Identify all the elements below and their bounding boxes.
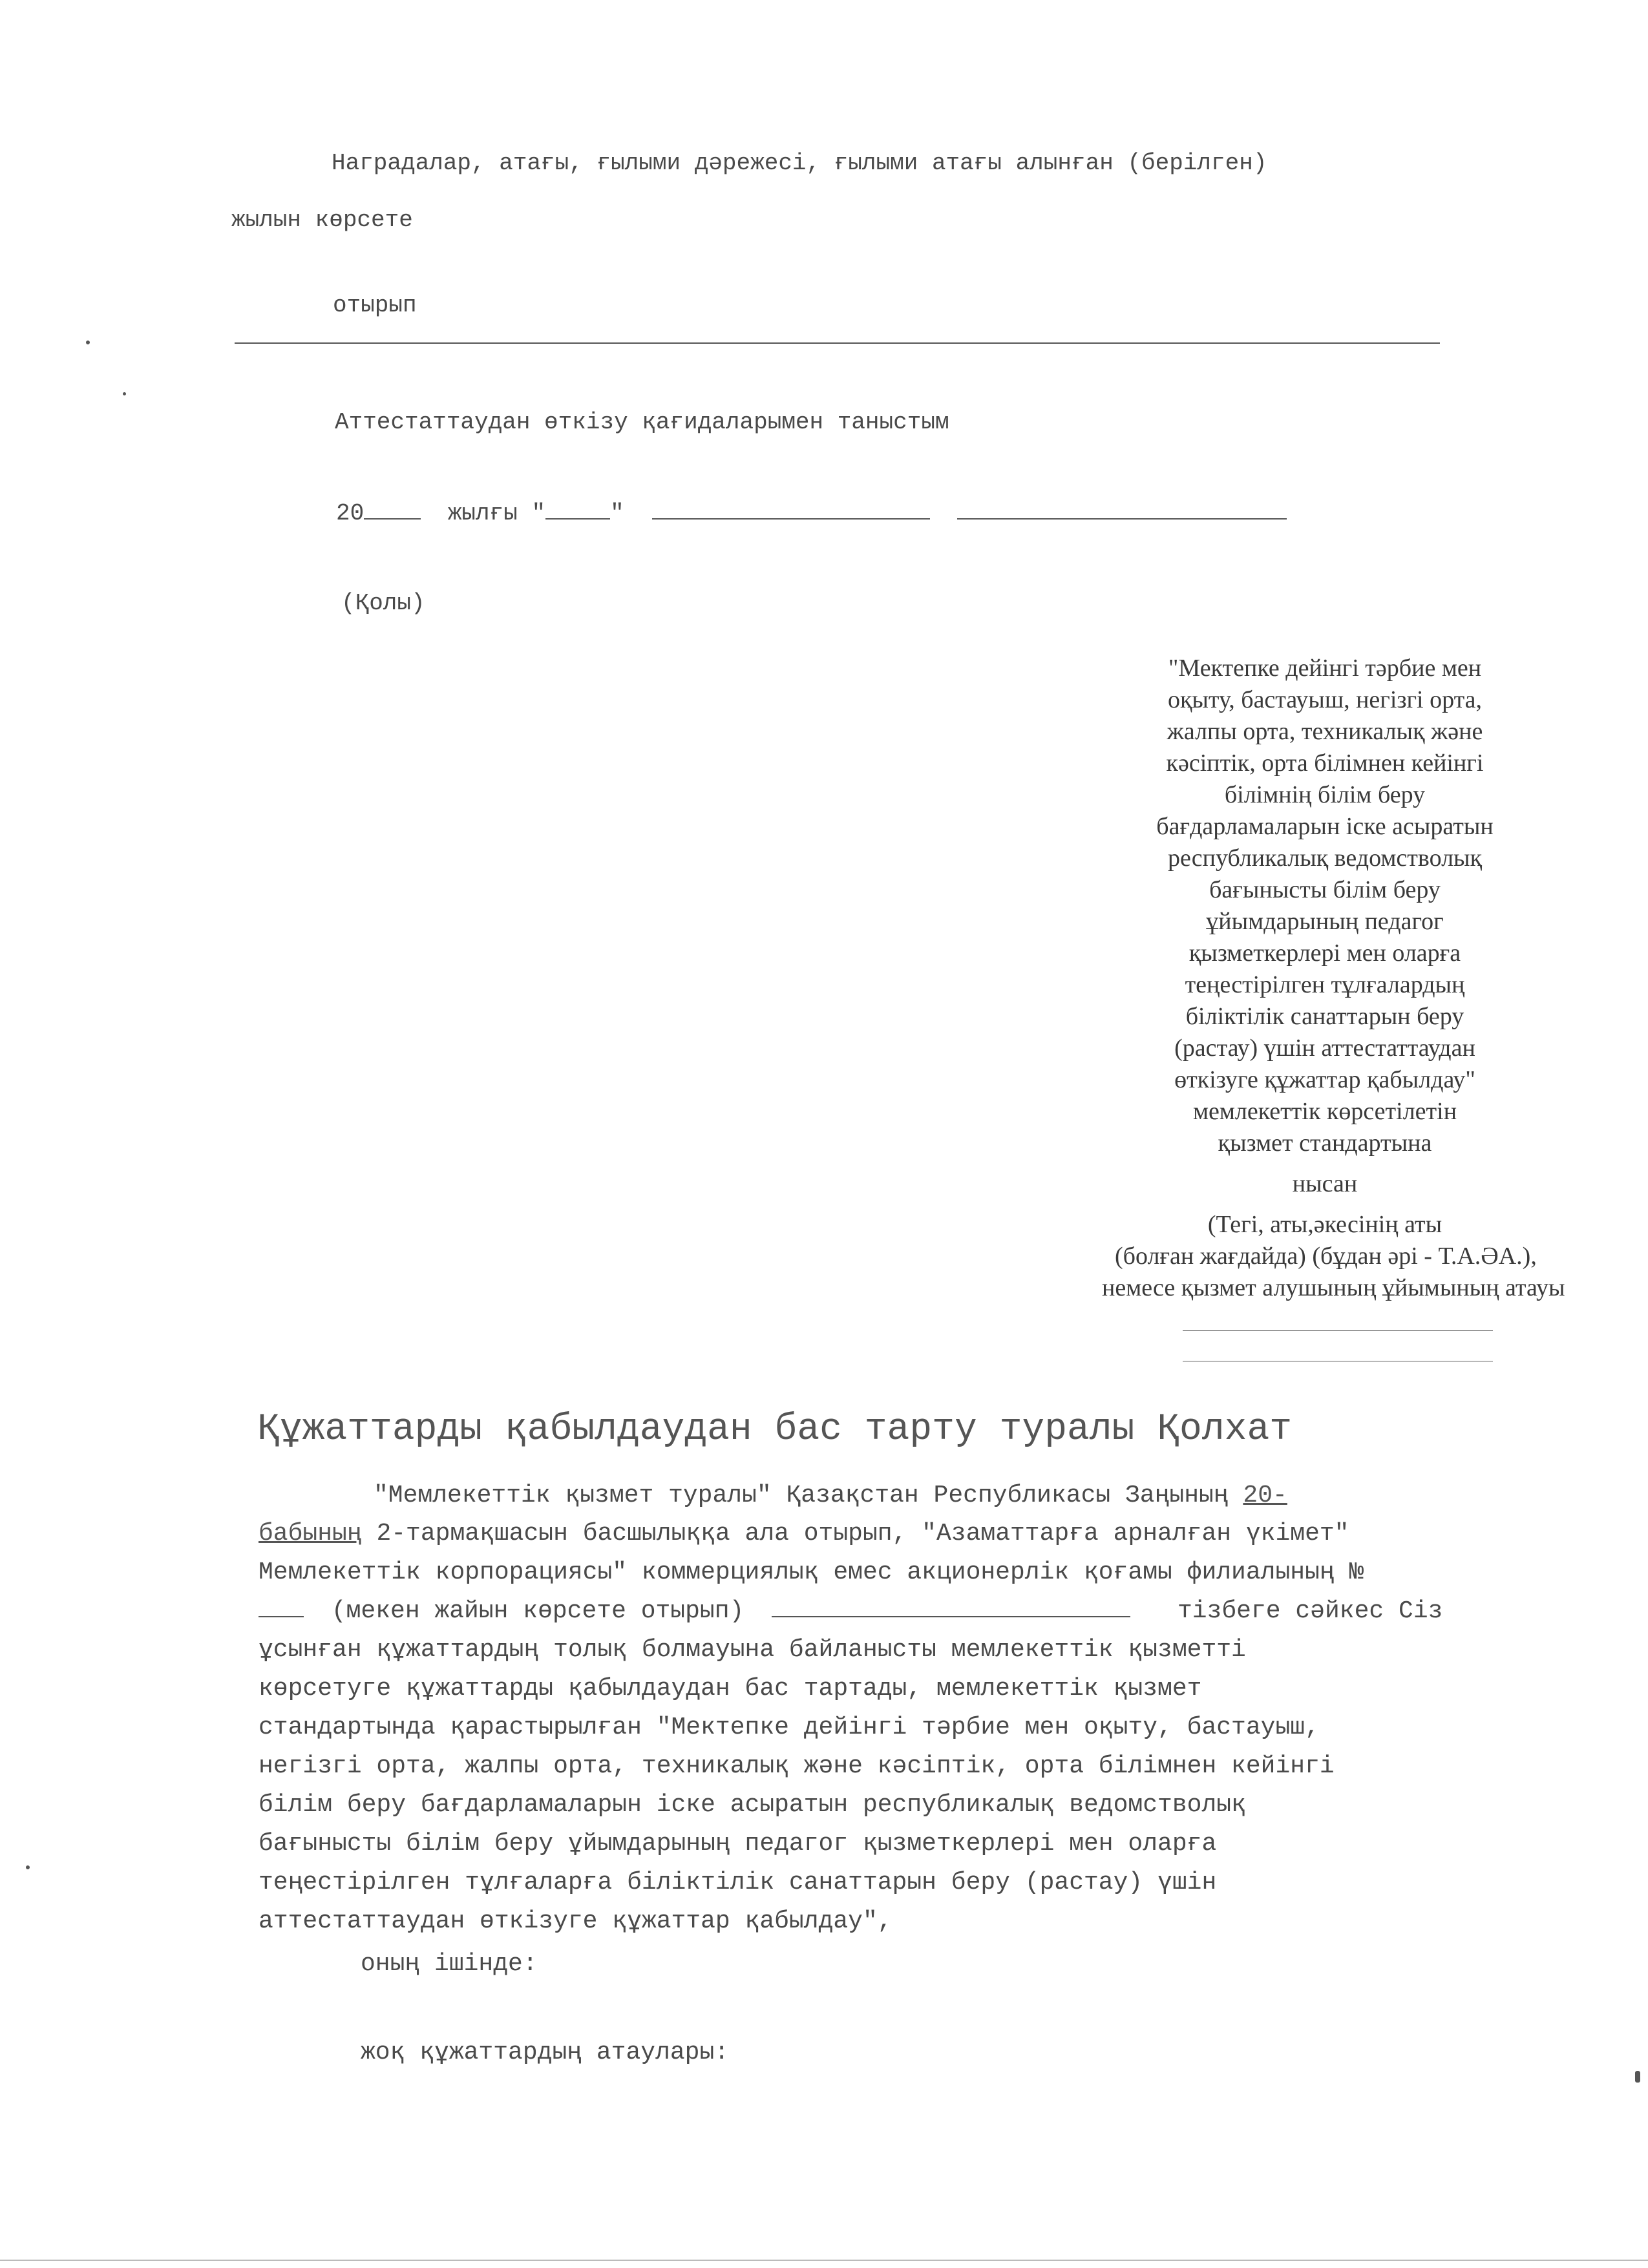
scan-speck bbox=[1635, 2071, 1640, 2083]
recipient-field-1[interactable] bbox=[1183, 1330, 1493, 1331]
missing-documents-label: жоқ құжаттардың атаулары: bbox=[361, 2039, 730, 2066]
acknowledgement-text: Аттестаттаудан өткізу қағидаларымен таныстым bbox=[335, 409, 949, 436]
standard-header bbox=[1102, 653, 1565, 1304]
branch-number-field[interactable] bbox=[259, 1616, 304, 1617]
standard-line: қызметкерлері мен оларға bbox=[1188, 940, 1461, 967]
standard-line: бағынысты білім беру bbox=[1209, 876, 1441, 903]
awards-line-3: отырып bbox=[333, 292, 417, 319]
receipt-line-4-address: (мекен жайын көрсете отырып) bbox=[331, 1597, 745, 1625]
recipient-line: (Тегі, аты,әкесінің аты bbox=[1207, 1211, 1442, 1238]
receipt-line-1-text: "Мемлекеттік қызмет туралы" Қазақстан Республикасы Заңының bbox=[374, 1482, 1243, 1509]
standard-line: мемлекеттік көрсетілетін bbox=[1192, 1098, 1457, 1125]
receipt-line-11: теңестірілген тұлғаларға біліктілік санаттарын беру (растау) үшін bbox=[259, 1869, 1217, 1896]
receipt-line-8: негізгі орта, жалпы орта, техникалық және кәсіптік, орта білімнен кейінгі bbox=[259, 1752, 1335, 1780]
standard-line: (растау) үшін аттестаттаудан bbox=[1174, 1034, 1475, 1062]
date-prefix: 20 bbox=[336, 500, 364, 527]
standard-line: теңестірілген тұлғалардың bbox=[1185, 971, 1465, 998]
standard-line: қызмет стандартына bbox=[1218, 1129, 1432, 1157]
scan-speck bbox=[123, 392, 126, 395]
year-field[interactable] bbox=[364, 518, 421, 520]
scan-speck bbox=[26, 1865, 30, 1869]
date-year-word: жылғы " bbox=[447, 500, 546, 527]
standard-line: оқыту, бастауыш, негізгі орта, bbox=[1167, 686, 1483, 713]
standard-line: өткізуге құжаттар қабылдау" bbox=[1174, 1066, 1475, 1093]
receipt-line-2-text: 2-тармақшасын басшылыққа ала отырып, "Азаматтарға арналған үкімет" bbox=[361, 1520, 1349, 1548]
standard-line: кәсіптік, орта білімнен кейінгі bbox=[1166, 750, 1484, 777]
standard-line: білімнің білім беру bbox=[1224, 781, 1426, 808]
law-article-link-2[interactable]: бабының bbox=[259, 1520, 362, 1548]
receipt-line-5: ұсынған құжаттардың толық болмауына байланысты мемлекеттік қызметті bbox=[259, 1636, 1246, 1664]
standard-line: республикалық ведомстволық bbox=[1167, 845, 1483, 872]
address-field[interactable] bbox=[772, 1616, 1130, 1617]
awards-line-2: жылын көрсете bbox=[231, 207, 413, 233]
receipt-line-10: бағынысты білім беру ұйымдарының педагог қызметкерлері мен оларға bbox=[259, 1830, 1217, 1858]
receipt-line-13: оның ішінде: bbox=[361, 1950, 538, 1978]
recipient-line: немесе қызмет алушының ұйымының атауы bbox=[1102, 1274, 1565, 1301]
awards-line-1: Наградалар, атағы, ғылыми дәрежесі, ғылыми атағы алынған (берілген) bbox=[332, 150, 1267, 176]
scan-edge-line bbox=[0, 2260, 1648, 2261]
recipient-line: (болған жағдайда) (бұдан әрі - Т.А.ӘА.), bbox=[1115, 1243, 1537, 1270]
standard-line: жалпы орта, техникалық және bbox=[1167, 718, 1483, 745]
receipt-line-6: көрсетуге құжаттарды қабылдаудан бас тартады, мемлекеттік қызмет bbox=[259, 1675, 1202, 1703]
scan-speck bbox=[86, 341, 90, 344]
receipt-title: Құжаттарды қабылдаудан бас тарту туралы Қолхат bbox=[257, 1409, 1293, 1451]
receipt-line-1 bbox=[374, 1482, 1287, 1509]
receipt-line-7: стандартында қарастырылған "Мектепке дейінгі тәрбие мен оқыту, бастауыш, bbox=[259, 1714, 1320, 1741]
awards-fill-line[interactable] bbox=[235, 342, 1440, 344]
standard-line: бағдарламаларын іске асыратын bbox=[1156, 813, 1494, 840]
law-article-link[interactable]: 20- bbox=[1243, 1482, 1287, 1509]
receipt-line-2 bbox=[259, 1520, 1349, 1548]
receipt-line-4 bbox=[259, 1597, 1442, 1625]
standard-line: біліктілік санаттарын беру bbox=[1185, 1003, 1464, 1030]
form-label: нысан bbox=[1292, 1170, 1358, 1197]
receipt-line-12: аттестаттаудан өткізуге құжаттар қабылдау", bbox=[259, 1907, 893, 1935]
signature-field[interactable] bbox=[957, 518, 1287, 520]
receipt-line-3: Мемлекеттік корпорациясы" коммерциялық емес акционерлік қоғамы филиалының № bbox=[259, 1559, 1364, 1586]
standard-line: "Мектепке дейінгі тәрбие мен bbox=[1168, 655, 1482, 682]
receipt-line-4-list: тізбеге сәйкес Сіз bbox=[1177, 1597, 1443, 1625]
month-field[interactable] bbox=[652, 518, 930, 520]
signature-label: (Қолы) bbox=[341, 590, 425, 616]
day-field[interactable] bbox=[545, 518, 610, 520]
date-quote-close: " bbox=[610, 500, 624, 527]
standard-line: ұйымдарының педагог bbox=[1206, 908, 1444, 935]
date-line bbox=[336, 500, 1287, 527]
receipt-line-9: білім беру бағдарламаларын іске асыратын республикалық ведомстволық bbox=[259, 1791, 1246, 1819]
